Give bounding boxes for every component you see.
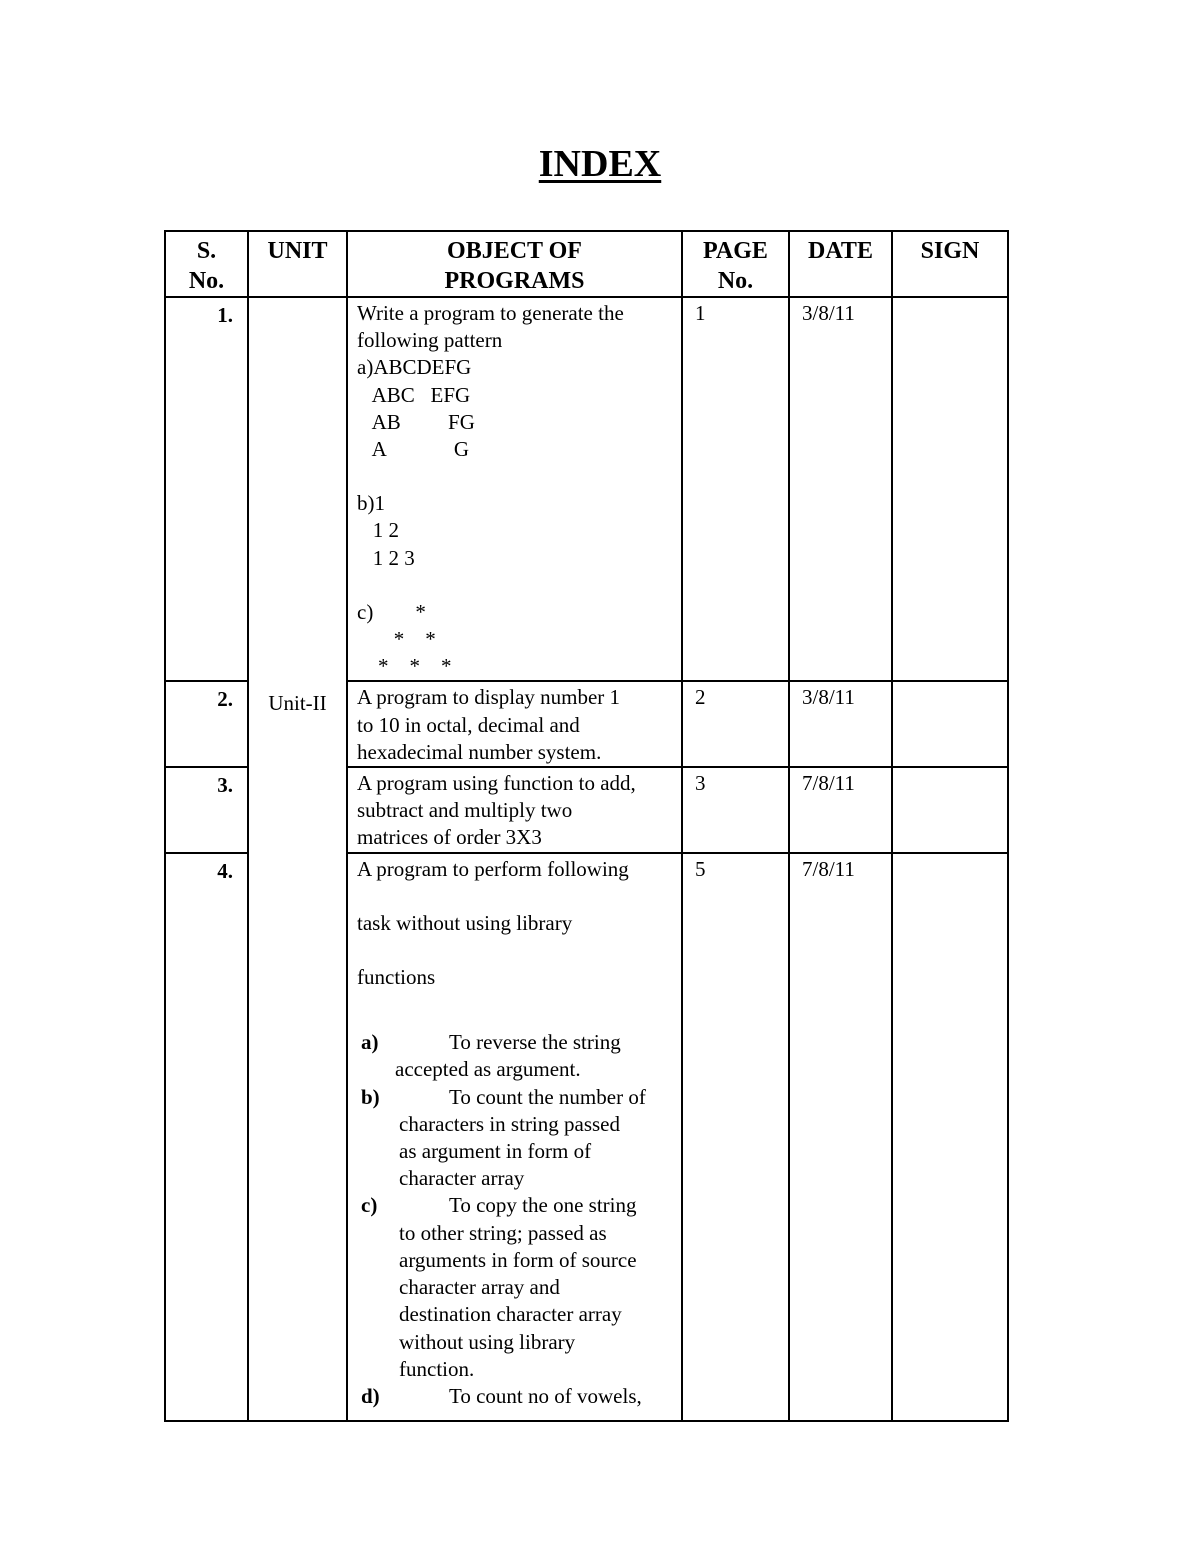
header-sno: S. No. [165, 231, 248, 297]
unit-cell [248, 297, 347, 1421]
header-row [165, 231, 1008, 297]
sub-item: b) To count the number of characters in string passed as argument in form of character array [361, 1084, 646, 1191]
row-date: 7/8/11 [789, 767, 892, 853]
index-table [164, 230, 1009, 1422]
page-title: INDEX [538, 143, 662, 185]
sub-item: d) To count no of vowels, [361, 1383, 642, 1408]
row-sno: 2. [165, 681, 248, 767]
row-object: A program to display number 1 to 10 in octal, decimal and hexadecimal number system. [347, 681, 682, 767]
row-object: A program to perform following task without using library functions a) To reverse the string accepted as argument. b) To count the number of characters in string passed as argument in form of character array c) To copy the one string to other string; passed as arguments in form of source character array and destination character array without using library function. d) To count no of vowels, [347, 853, 682, 1421]
header-sign: SIGN [892, 231, 1008, 297]
row-page: 2 [682, 681, 789, 767]
row-sign [892, 297, 1008, 681]
row-page: 5 [682, 853, 789, 1421]
table-row [165, 297, 1008, 681]
row-sign [892, 767, 1008, 853]
row-object: Write a program to generate the following pattern a)ABCDEFG ABC EFG AB FG A G b)1 1 2 1 2 3 c) * * * * * * [347, 297, 682, 681]
sub-item: c) To copy the one string to other string; passed as arguments in form of source character array and destination character array without using library function. [361, 1193, 637, 1381]
header-unit: UNIT [248, 231, 347, 297]
row-sign [892, 681, 1008, 767]
sub-item: a) To reverse the string accepted as argument. [361, 1030, 621, 1082]
row-date: 3/8/11 [789, 681, 892, 767]
unit-label: Unit-II [268, 691, 327, 716]
row-date: 7/8/11 [789, 853, 892, 1421]
row-sno: 4. [165, 853, 248, 1421]
header-page: PAGE No. [682, 231, 789, 297]
row-sno: 3. [165, 767, 248, 853]
row-page: 3 [682, 767, 789, 853]
row-page: 1 [682, 297, 789, 681]
row-sno: 1. [165, 297, 248, 681]
row-sign [892, 853, 1008, 1421]
row-object: A program using function to add, subtract and multiply two matrices of order 3X3 [347, 767, 682, 853]
header-date: DATE [789, 231, 892, 297]
header-object: OBJECT OF PROGRAMS [347, 231, 682, 297]
row-date: 3/8/11 [789, 297, 892, 681]
